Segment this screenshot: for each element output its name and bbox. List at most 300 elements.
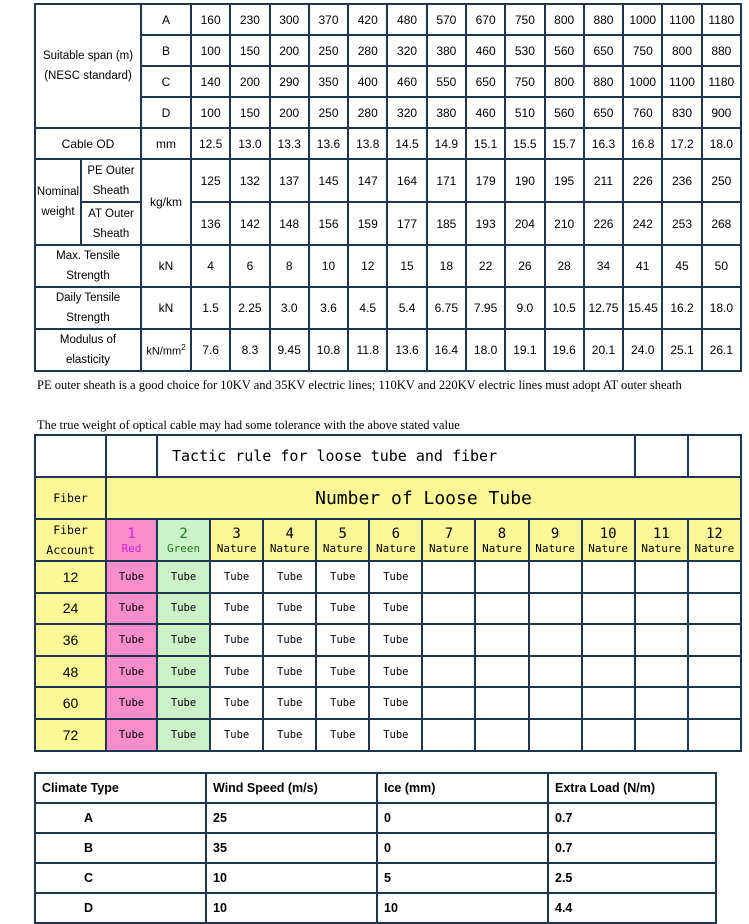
- tube-cell: [475, 687, 528, 719]
- value-cell: 171: [427, 159, 466, 202]
- value-cell: 177: [387, 202, 426, 245]
- value-cell: 50: [702, 245, 741, 287]
- modulus-unit: [141, 329, 191, 371]
- fiber-account-value: 36: [35, 624, 106, 656]
- value-cell: 34: [584, 245, 623, 287]
- tube-cell: Tube: [316, 624, 369, 656]
- cable-od-label: Cable OD: [35, 128, 141, 159]
- value-cell: 280: [348, 35, 387, 66]
- value-cell: 156: [309, 202, 348, 245]
- value-cell: 200: [270, 35, 309, 66]
- tube-cell: [635, 561, 688, 593]
- value-cell: 3.6: [309, 287, 348, 329]
- value-cell: 12: [348, 245, 387, 287]
- tube-number: 12: [705, 525, 723, 542]
- tube-cell: Tube: [106, 593, 157, 625]
- span-label: Suitable span (m) (NESC standard): [35, 4, 141, 128]
- value-cell: 6: [230, 245, 269, 287]
- column-header: Wind Speed (m/s): [206, 773, 377, 803]
- value-cell: 142: [230, 202, 269, 245]
- tube-header-cell: [475, 519, 528, 561]
- value-cell: 148: [270, 202, 309, 245]
- tube-color: Nature: [375, 541, 416, 555]
- tube-cell: [529, 624, 582, 656]
- climate-value-cell: 10: [377, 893, 548, 923]
- fiber-account-value: 60: [35, 687, 106, 719]
- tube-cell: [635, 624, 688, 656]
- tube-cell: Tube: [106, 719, 157, 751]
- tube-cell: [582, 624, 635, 656]
- value-cell: 15.7: [545, 128, 584, 159]
- climate-header-row: [35, 773, 716, 803]
- value-cell: 210: [545, 202, 584, 245]
- value-cell: 26: [505, 245, 544, 287]
- value-cell: 420: [348, 4, 387, 35]
- value-cell: 320: [387, 97, 426, 128]
- tube-cell: Tube: [106, 561, 157, 593]
- value-cell: 8: [270, 245, 309, 287]
- value-cell: 125: [191, 159, 230, 202]
- value-cell: 15.5: [505, 128, 544, 159]
- tube-cell: [529, 687, 582, 719]
- tube-color: Nature: [535, 541, 575, 555]
- value-cell: 100: [191, 97, 230, 128]
- tube-cell: [529, 593, 582, 625]
- weight-unit: kg/km: [141, 159, 191, 245]
- tube-color: Green: [166, 541, 201, 555]
- value-cell: 230: [230, 4, 269, 35]
- value-cell: 750: [505, 4, 544, 35]
- tube-cell: Tube: [316, 593, 369, 625]
- value-cell: 800: [545, 66, 584, 97]
- fiber-account-value: 24: [35, 593, 106, 625]
- unit-text: kN/mm: [146, 345, 182, 358]
- value-cell: 13.6: [387, 329, 426, 371]
- value-cell: 15: [387, 245, 426, 287]
- tube-number: 4: [285, 525, 294, 542]
- sheath-type-label: AT Outer Sheath: [88, 207, 134, 240]
- tube-cell: Tube: [316, 687, 369, 719]
- value-cell: 164: [387, 159, 426, 202]
- fiber-account-value: 72: [35, 719, 106, 751]
- column-header: Extra Load (N/m): [548, 773, 716, 803]
- climate-value-cell: 5: [377, 863, 548, 893]
- tube-cell: [529, 561, 582, 593]
- climate-row: [35, 803, 716, 833]
- value-cell: 159: [348, 202, 387, 245]
- value-cell: 1000: [623, 66, 662, 97]
- value-cell: 510: [505, 97, 544, 128]
- climate-type-cell: D: [35, 893, 206, 923]
- tube-title-row: [35, 435, 741, 477]
- value-cell: 11.8: [348, 329, 387, 371]
- value-cell: 650: [466, 66, 505, 97]
- tube-cell: [422, 561, 475, 593]
- value-cell: 4: [191, 245, 230, 287]
- tube-header-cell: [688, 519, 741, 561]
- tube-cell: Tube: [210, 687, 263, 719]
- value-cell: 193: [466, 202, 505, 245]
- tube-cell: [688, 656, 741, 688]
- value-cell: 185: [427, 202, 466, 245]
- value-cell: 190: [505, 159, 544, 202]
- tube-number: 3: [232, 525, 241, 542]
- tube-header-cell: [106, 519, 157, 561]
- value-cell: 370: [309, 4, 348, 35]
- tube-color: Nature: [641, 541, 682, 555]
- value-cell: 253: [662, 202, 701, 245]
- tube-header-cell: [316, 519, 369, 561]
- value-cell: 290: [270, 66, 309, 97]
- value-cell: 3.0: [270, 287, 309, 329]
- nominal-weight-label: [35, 159, 141, 245]
- number-of-loose-tube-label: Number of Loose Tube: [106, 477, 741, 519]
- fiber-account-value: 48: [35, 656, 106, 688]
- span-row: [35, 4, 741, 35]
- cable-od-row: [35, 128, 741, 159]
- value-cell: 147: [348, 159, 387, 202]
- column-header: Ice (mm): [377, 773, 548, 803]
- climate-value-cell: 0: [377, 803, 548, 833]
- daily-tensile-label: Daily Tensile Strength: [35, 287, 141, 329]
- tube-cell: Tube: [106, 656, 157, 688]
- tube-cell: Tube: [369, 687, 422, 719]
- value-cell: 268: [702, 202, 741, 245]
- climate-row: [35, 833, 716, 863]
- tube-cell: [422, 656, 475, 688]
- value-cell: 100: [191, 35, 230, 66]
- tube-number: 9: [550, 525, 560, 542]
- value-cell: 195: [545, 159, 584, 202]
- tube-number: 11: [652, 525, 670, 542]
- climate-value-cell: 35: [206, 833, 377, 863]
- value-cell: 650: [584, 35, 623, 66]
- tube-color: Nature: [694, 541, 735, 555]
- tube-color: Nature: [482, 541, 522, 555]
- value-cell: 1.5: [191, 287, 230, 329]
- value-cell: 12.5: [191, 128, 230, 159]
- tube-cell: Tube: [210, 719, 263, 751]
- value-cell: 13.8: [348, 128, 387, 159]
- value-cell: 1180: [702, 4, 741, 35]
- climate-row: [35, 893, 716, 923]
- value-cell: 320: [387, 35, 426, 66]
- span-class: A: [141, 4, 191, 35]
- value-cell: 242: [623, 202, 662, 245]
- tube-data-row: [35, 719, 741, 751]
- tube-cell: [582, 561, 635, 593]
- loose-tube-table: [34, 434, 742, 752]
- tube-cell: [422, 719, 475, 751]
- value-cell: 45: [662, 245, 701, 287]
- tube-number: 6: [391, 525, 401, 542]
- value-cell: 41: [623, 245, 662, 287]
- tube-cell: Tube: [210, 624, 263, 656]
- tube-cell: [582, 656, 635, 688]
- blank-cell: [106, 435, 157, 477]
- value-cell: 830: [662, 97, 701, 128]
- unit-text: kN: [158, 259, 174, 273]
- value-cell: 10.8: [309, 329, 348, 371]
- tube-color: Nature: [216, 541, 257, 555]
- tube-cell: [635, 719, 688, 751]
- tube-color: Nature: [429, 541, 469, 555]
- value-cell: 19.6: [545, 329, 584, 371]
- value-cell: 16.3: [584, 128, 623, 159]
- value-cell: 14.5: [387, 128, 426, 159]
- cable-spec-table: [34, 3, 742, 372]
- value-cell: 226: [623, 159, 662, 202]
- value-cell: 7.6: [191, 329, 230, 371]
- tube-cell: Tube: [369, 593, 422, 625]
- tube-cell: Tube: [210, 593, 263, 625]
- value-cell: 18.0: [702, 287, 741, 329]
- tube-cell: Tube: [369, 719, 422, 751]
- value-cell: 179: [466, 159, 505, 202]
- value-cell: 460: [466, 35, 505, 66]
- modulus-row: [35, 329, 741, 371]
- tube-number: 1: [127, 525, 136, 542]
- value-cell: 380: [427, 97, 466, 128]
- value-cell: 15.1: [466, 128, 505, 159]
- note-sheath: PE outer sheath is a good choice for 10KV and 35KV electric lines; 110KV and 220KV electric lines must adopt AT outer sheath: [37, 378, 682, 392]
- tube-cell: Tube: [157, 593, 210, 625]
- value-cell: 19.1: [505, 329, 544, 371]
- value-cell: 18.0: [466, 329, 505, 371]
- value-cell: 136: [191, 202, 230, 245]
- tube-cell: [635, 687, 688, 719]
- climate-value-cell: 0.7: [548, 803, 716, 833]
- column-header: Climate Type: [35, 773, 206, 803]
- value-cell: 880: [584, 66, 623, 97]
- value-cell: 24.0: [623, 329, 662, 371]
- value-cell: 9.45: [270, 329, 309, 371]
- tube-number: 8: [497, 525, 507, 542]
- tube-data-row: [35, 561, 741, 593]
- value-cell: 250: [309, 35, 348, 66]
- value-cell: 15.45: [623, 287, 662, 329]
- tube-cell: [422, 593, 475, 625]
- span-class: B: [141, 35, 191, 66]
- tube-cell: Tube: [157, 687, 210, 719]
- tube-header-cell: [422, 519, 475, 561]
- tube-data-row: [35, 593, 741, 625]
- tube-cell: Tube: [263, 687, 316, 719]
- tube-cell: Tube: [157, 561, 210, 593]
- value-cell: 9.0: [505, 287, 544, 329]
- fiber-account-value: 12: [35, 561, 106, 593]
- blank-cell: [688, 435, 741, 477]
- tube-cell: [422, 624, 475, 656]
- tube-cell: [475, 593, 528, 625]
- value-cell: 800: [545, 4, 584, 35]
- tube-header-cell: [263, 519, 316, 561]
- tube-cell: [635, 656, 688, 688]
- value-cell: 18: [427, 245, 466, 287]
- value-cell: 25.1: [662, 329, 701, 371]
- nominal-weight-text: Nominal weight: [36, 160, 82, 244]
- value-cell: 300: [270, 4, 309, 35]
- sheath-type-label: PE Outer Sheath: [82, 160, 140, 203]
- fiber-label: Fiber: [35, 477, 106, 519]
- value-cell: 16.2: [662, 287, 701, 329]
- value-cell: 560: [545, 35, 584, 66]
- climate-value-cell: 25: [206, 803, 377, 833]
- tube-cell: [688, 593, 741, 625]
- tube-cell: Tube: [106, 687, 157, 719]
- tube-color: Nature: [269, 541, 310, 555]
- value-cell: 160: [191, 4, 230, 35]
- value-cell: 22: [466, 245, 505, 287]
- value-cell: 18.0: [702, 128, 741, 159]
- value-cell: 236: [662, 159, 701, 202]
- tube-color: Nature: [588, 541, 629, 555]
- tube-header-cell: [529, 519, 582, 561]
- value-cell: 10: [309, 245, 348, 287]
- tube-header-cell: [157, 519, 210, 561]
- blank-cell: [635, 435, 688, 477]
- climate-table: [34, 772, 717, 924]
- tube-header-cell: [582, 519, 635, 561]
- value-cell: 280: [348, 97, 387, 128]
- climate-value-cell: 0: [377, 833, 548, 863]
- daily-tensile-unit: [141, 287, 191, 329]
- tube-color: Nature: [322, 541, 363, 555]
- value-cell: 5.4: [387, 287, 426, 329]
- tube-cell: [475, 719, 528, 751]
- value-cell: 150: [230, 97, 269, 128]
- value-cell: 1100: [662, 66, 701, 97]
- value-cell: 226: [584, 202, 623, 245]
- tube-cell: [475, 561, 528, 593]
- value-cell: 17.2: [662, 128, 701, 159]
- value-cell: 550: [427, 66, 466, 97]
- climate-value-cell: 4.4: [548, 893, 716, 923]
- tube-header-cell: [369, 519, 422, 561]
- fiber-account-label: Fiber Account: [35, 519, 106, 561]
- value-cell: 400: [348, 66, 387, 97]
- value-cell: 16.8: [623, 128, 662, 159]
- climate-row: [35, 863, 716, 893]
- value-cell: 750: [623, 35, 662, 66]
- value-cell: 250: [309, 97, 348, 128]
- value-cell: 150: [230, 35, 269, 66]
- tube-cell: [422, 687, 475, 719]
- value-cell: 140: [191, 66, 230, 97]
- tube-cell: Tube: [369, 656, 422, 688]
- tube-cell: Tube: [316, 561, 369, 593]
- value-cell: 137: [270, 159, 309, 202]
- table-title: Tactic rule for loose tube and fiber: [157, 435, 635, 477]
- tube-cell: [475, 624, 528, 656]
- tube-cell: Tube: [263, 656, 316, 688]
- tube-cell: Tube: [157, 656, 210, 688]
- value-cell: 460: [387, 66, 426, 97]
- value-cell: 12.75: [584, 287, 623, 329]
- value-cell: 1180: [702, 66, 741, 97]
- span-class: D: [141, 97, 191, 128]
- value-cell: 13.3: [270, 128, 309, 159]
- value-cell: 900: [702, 97, 741, 128]
- value-cell: 16.4: [427, 329, 466, 371]
- value-cell: 570: [427, 4, 466, 35]
- modulus-label: Modulus of elasticity: [35, 329, 141, 371]
- tube-number: 10: [599, 525, 617, 542]
- span-row: [35, 35, 741, 66]
- tube-cell: [688, 561, 741, 593]
- value-cell: 760: [623, 97, 662, 128]
- tube-header-cell: [635, 519, 688, 561]
- climate-value-cell: 10: [206, 863, 377, 893]
- tube-cell: [529, 656, 582, 688]
- tube-header-cell: [210, 519, 263, 561]
- tube-cell: Tube: [369, 624, 422, 656]
- span-row: [35, 97, 741, 128]
- span-class: C: [141, 66, 191, 97]
- tube-cell: Tube: [263, 624, 316, 656]
- value-cell: 350: [309, 66, 348, 97]
- tube-data-row: [35, 687, 741, 719]
- tube-cell: [688, 719, 741, 751]
- value-cell: 13.0: [230, 128, 269, 159]
- value-cell: 20.1: [584, 329, 623, 371]
- value-cell: 7.95: [466, 287, 505, 329]
- max-tensile-row: [35, 245, 741, 287]
- span-row: [35, 66, 741, 97]
- value-cell: 200: [230, 66, 269, 97]
- climate-type-cell: A: [35, 803, 206, 833]
- max-tensile-label: Max. Tensile Strength: [35, 245, 141, 287]
- note-weight-tolerance: The true weight of optical cable may had some tolerance with the above stated value: [37, 418, 460, 432]
- climate-value-cell: 10: [206, 893, 377, 923]
- tube-data-row: [35, 624, 741, 656]
- value-cell: 4.5: [348, 287, 387, 329]
- weight-row: [35, 159, 741, 202]
- value-cell: 880: [702, 35, 741, 66]
- tube-cell: [582, 593, 635, 625]
- climate-type-cell: C: [35, 863, 206, 893]
- value-cell: 750: [505, 66, 544, 97]
- tube-color: Red: [121, 541, 142, 555]
- tube-cell: [688, 624, 741, 656]
- tube-cell: Tube: [369, 561, 422, 593]
- value-cell: 200: [270, 97, 309, 128]
- value-cell: 480: [387, 4, 426, 35]
- value-cell: 560: [545, 97, 584, 128]
- climate-value-cell: 2.5: [548, 863, 716, 893]
- value-cell: 6.75: [427, 287, 466, 329]
- tube-cell: Tube: [106, 624, 157, 656]
- value-cell: 132: [230, 159, 269, 202]
- daily-tensile-row: [35, 287, 741, 329]
- tube-number: 7: [444, 525, 454, 542]
- tube-cell: Tube: [210, 561, 263, 593]
- tube-number: 2: [179, 525, 188, 542]
- value-cell: 28: [545, 245, 584, 287]
- value-cell: 145: [309, 159, 348, 202]
- value-cell: 1000: [623, 4, 662, 35]
- value-cell: 26.1: [702, 329, 741, 371]
- value-cell: 2.25: [230, 287, 269, 329]
- climate-value-cell: 0.7: [548, 833, 716, 863]
- tube-cell: Tube: [263, 561, 316, 593]
- value-cell: 800: [662, 35, 701, 66]
- tube-cell: [688, 687, 741, 719]
- tube-cell: [475, 656, 528, 688]
- tube-cell: [582, 687, 635, 719]
- value-cell: 211: [584, 159, 623, 202]
- unit-text: kN: [158, 301, 174, 315]
